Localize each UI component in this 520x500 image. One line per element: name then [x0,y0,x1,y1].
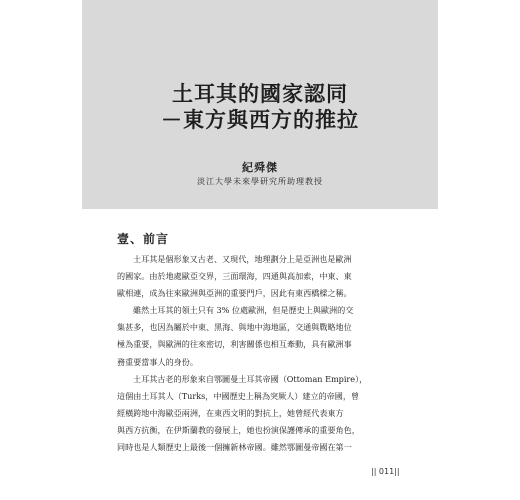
author-affiliation: 淡江大學未來學研究所助理教授 [197,177,323,186]
body-text [117,251,402,456]
article-title: 土耳其的國家認同 [172,81,348,106]
section-heading: 壹、前言 [117,232,170,246]
text-line: 集甚多，也因為屬於中東、黑海、與地中海地區，交通與戰略地位 [117,322,352,333]
text-line: 經橫跨地中海歐亞兩洲，在東西文明的對抗上，她曾經代表東方 [117,407,344,418]
text-line: 歐相連，成為往來歐洲與亞洲的重要門戶，因此有東西橋樑之稱。 [117,288,352,299]
page-number: || 011|| [371,467,400,476]
text-line: 務重要當事人的身份。 [117,356,198,367]
article-subtitle: －東方與西方的推拉 [161,107,359,132]
text-line: 這個由土耳其人（Turks，中國歷史上稱為突厥人）建立的帝國，曾 [117,390,360,401]
text-line: 土耳其古老的形象來自鄂圖曼土耳其帝國（Ottoman Empire）， [133,373,368,384]
author-name: 紀舜傑 [242,161,278,174]
text-line: 土耳其是個形象又古老、又現代，地理劃分上是亞洲也是歐洲 [133,254,352,264]
text-line: 雖然土耳其的領土只有 3% 位處歐洲，但是歷史上與歐洲的交 [133,305,354,316]
text-line: 同時也是人類歷史上最後一個擁新林帝國。雖然鄂圖曼帝國在第一 [117,442,352,453]
text-line: 的國家。由於地處歐亞交界，三面環海，四通與高加索，中東、東 [117,271,352,282]
text-line: 極為重要，與歐洲的往來密切，利害關係也相互牽動，具有歐洲事 [117,339,352,350]
text-line: 與西方抗衡，在伊斯蘭教的發展上，她也扮演保護傳承的重要角色， [117,424,360,435]
